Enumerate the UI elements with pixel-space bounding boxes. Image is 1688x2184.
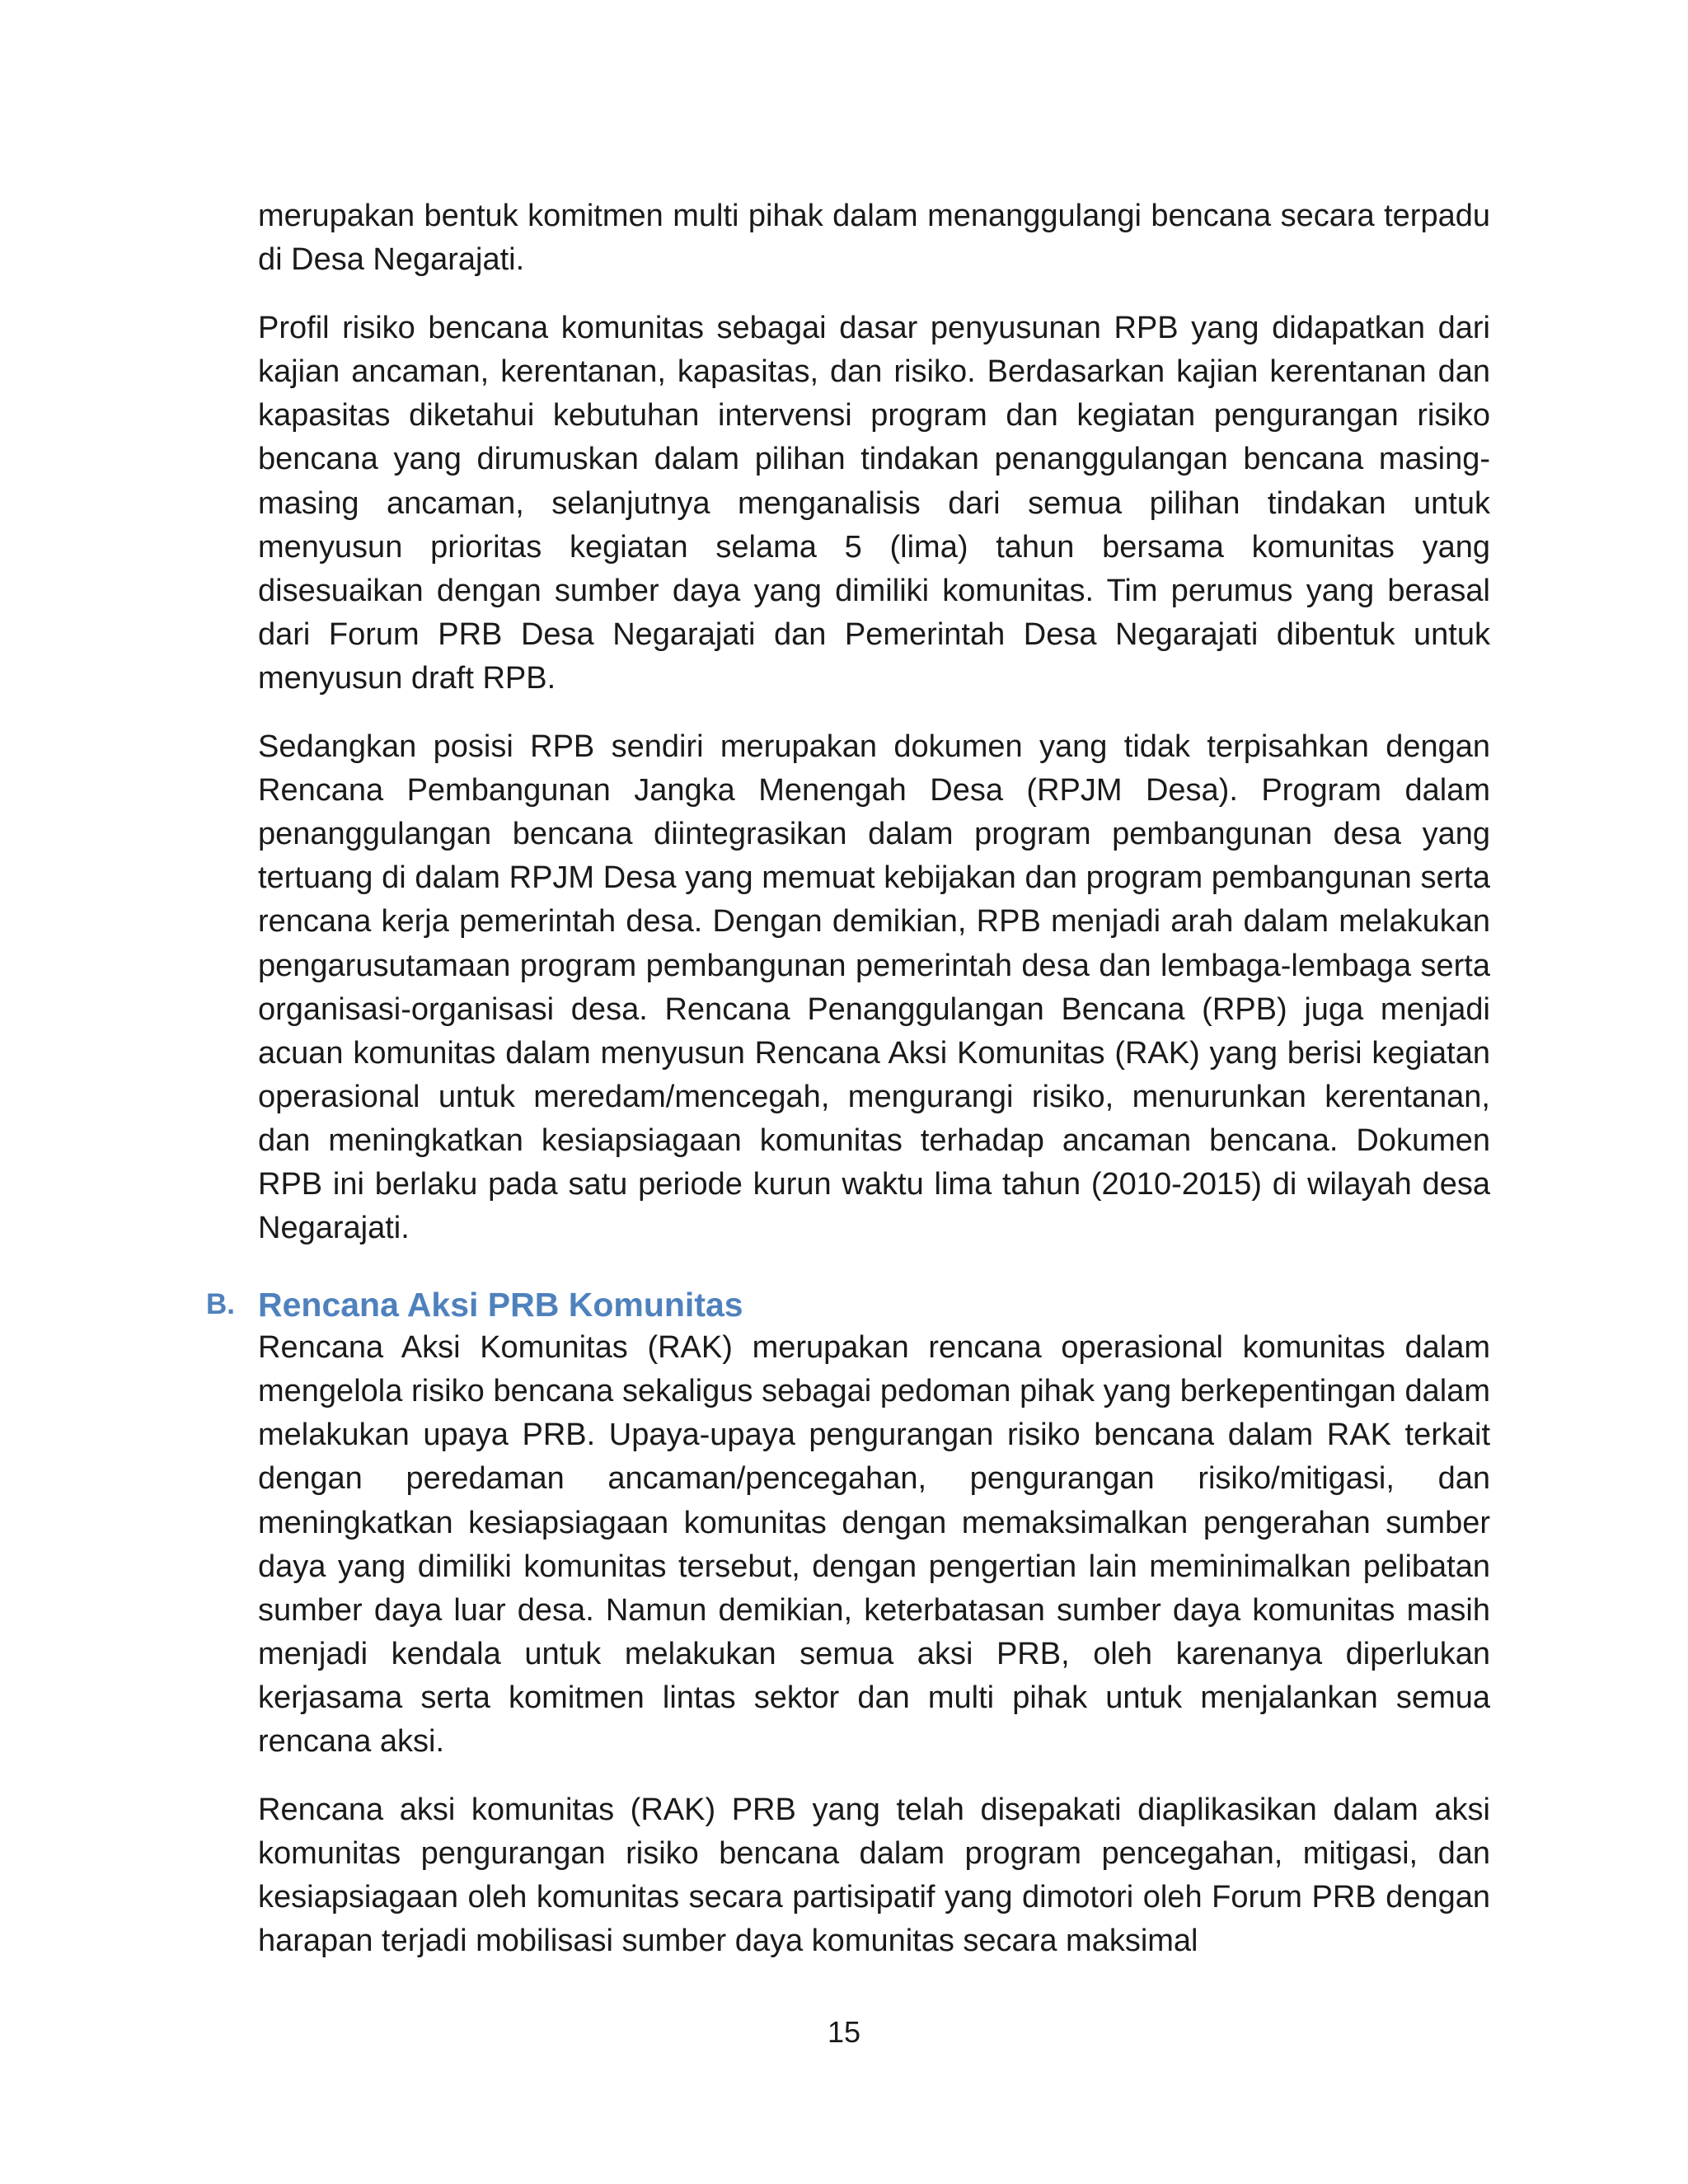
paragraph-rak-application: Rencana aksi komunitas (RAK) PRB yang telah disepakati diaplikasikan dalam aksi komunitas pengurangan risiko bencana dalam program pencegahan, mitigasi, dan kesiapsiagaan oleh komunitas secara partisipatif yang dimotori oleh Forum PRB dengan harapan terjadi mobilisasi sumber daya komunitas secara maksimal (258, 1793, 1490, 1959)
paragraph-rak-definition: Rencana Aksi Komunitas (RAK) merupakan rencana operasional komunitas dalam mengelola risiko bencana sekaligus sebagai pedoman pihak yang berkepentingan dalam melakukan upaya PRB. Upaya-upaya pengurangan risiko bencana dalam RAK terkait dengan peredaman ancaman/pencegahan, pengurangan risiko/mitigasi, dan meningkatkan kesiapsiagaan komunitas dengan memaksimalkan pengerahan sumber daya yang dimiliki komunitas tersebut, dengan pengertian lain meminimalkan pelibatan sumber daya luar desa. Namun demikian, keterbatasan sumber daya komunitas masih menjadi kendala untuk melakukan semua aksi PRB, oleh karenanya diperlukan kerjasama serta komitmen lintas sektor dan multi pihak untuk menjalankan semua rencana aksi. (258, 1330, 1490, 1759)
page-number: 15 (827, 2015, 861, 2049)
paragraph-rpb-position: Sedangkan posisi RPB sendiri merupakan dokumen yang tidak terpisahkan dengan Rencana Pembangunan Jangka Menengah Desa (RPJM Desa). Program dalam penanggulangan bencana diintegrasikan dalam program pembangunan desa yang tertuang di dalam RPJM Desa yang memuat kebijakan dan program pembangunan serta rencana kerja pemerintah desa. Dengan demikian, RPB menjadi arah dalam melakukan pengarusutamaan program pembangunan pemerintah desa dan lembaga-lembaga serta organisasi-organisasi desa. Rencana Penanggulangan Bencana (RPB) juga menjadi acuan komunitas dalam menyusun Rencana Aksi Komunitas (RAK) yang berisi kegiatan operasional untuk meredam/mencegah, mengurangi risiko, menurunkan kerentanan, dan meningkatkan kesiapsiagaan komunitas terhadap ancaman bencana. Dokumen RPB ini berlaku pada satu periode kurun waktu lima tahun (2010-2015) di wilayah desa Negarajati. (258, 729, 1490, 1246)
paragraph-risk-profile: Profil risiko bencana komunitas sebagai dasar penyusunan RPB yang didapatkan dari kajian ancaman, kerentanan, kapasitas, dan risiko. Berdasarkan kajian kerentanan dan kapasitas diketahui kebutuhan intervensi program dan kegiatan pengurangan risiko bencana yang dirumuskan dalam pilihan tindakan penanggulangan bencana masing-masing ancaman, selanjutnya menganalisis dari semua pilihan tindakan untuk menyusun prioritas kegiatan selama 5 (lima) tahun bersama komunitas yang disesuaikan dengan sumber daya yang dimiliki komunitas. Tim perumus yang berasal dari Forum PRB Desa Negarajati dan Pemerintah Desa Negarajati dibentuk untuk menyusun draft RPB. (258, 311, 1490, 696)
section-heading (206, 1283, 1490, 1326)
section-title: Rencana Aksi PRB Komunitas (258, 1286, 743, 1324)
paragraph-continuation: merupakan bentuk komitmen multi pihak dalam menanggulangi bencana secara terpadu di Desa Negarajati. (258, 199, 1490, 278)
document-body (206, 194, 1490, 1963)
section-letter: B. (206, 1288, 235, 1321)
